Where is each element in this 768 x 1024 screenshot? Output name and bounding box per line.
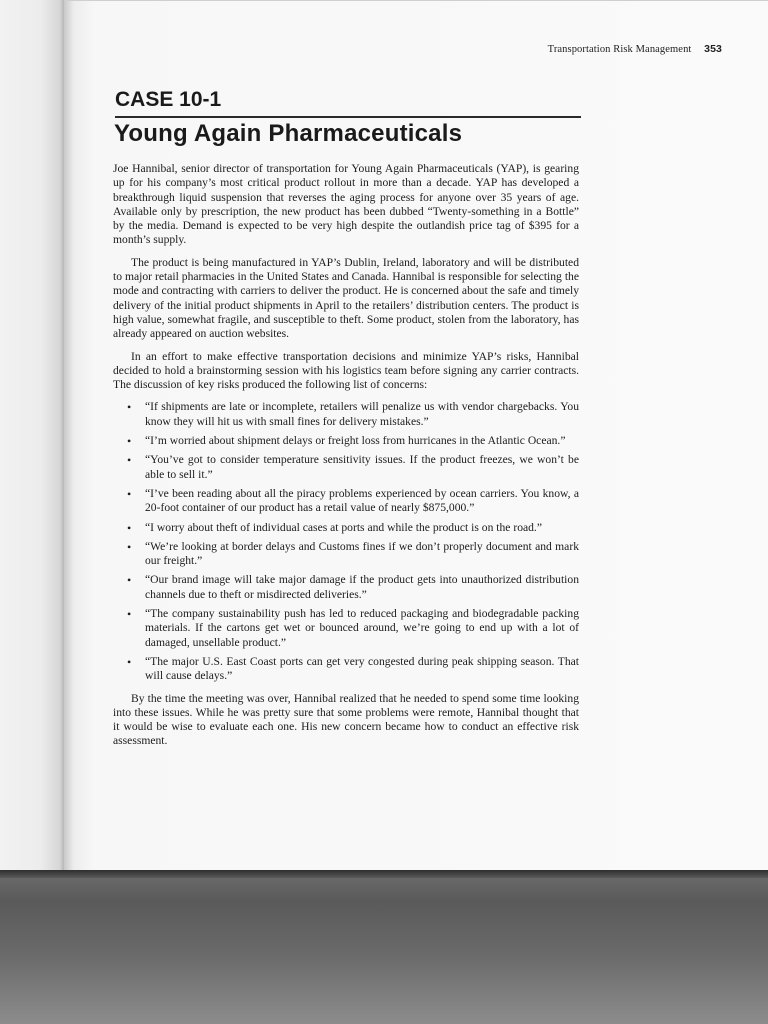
list-item: [127, 520, 579, 535]
bullet-icon: •: [127, 654, 132, 669]
concern-text: “I’m worried about shipment delays or freight loss from hurricanes in the Atlantic Ocean.”: [145, 434, 566, 448]
paragraph-manufacturing: The product is being manufactured in YAP’s Dublin, Ireland, laboratory and will be distributed to major retail pharmacies in the United States and Canada. Hannibal is responsible for selecting the mode and contracting with carriers to deliver the product. He is concerned about the safe and timely delivery of the initial product shipments in April to the retailers’ distribution centers. The product is high value, somewhat fragile, and susceptible to theft. Some product, stolen from the laboratory, has already appeared on auction websites.: [113, 255, 579, 341]
list-item: [127, 453, 579, 482]
concern-text: “I worry about theft of individual cases at ports and while the product is on the road.”: [145, 520, 542, 534]
list-item: [127, 400, 579, 429]
concern-text: “I’ve been reading about all the piracy problems experienced by ocean carriers. You know, a 20-foot container of our product has a retail value of nearly $875,000.”: [145, 486, 579, 515]
concern-text: “You’ve got to consider temperature sensitivity issues. If the product freezes, we won’t be able to sell it.”: [145, 453, 579, 481]
running-head: [548, 43, 722, 55]
paragraph-conclusion: By the time the meeting was over, Hannibal realized that he needed to spend some time looking into these issues. While he was pretty sure that some problems were remote, Hannibal thought that it would be wise to evaluate each one. His new concern became how to conduct an effective risk assessment.: [113, 691, 579, 748]
case-body: [113, 162, 579, 757]
paragraph-brainstorm: In an effort to make effective transportation decisions and minimize YAP’s risks, Hannibal decided to hold a brainstorming session with his logistics team before signing any carrier contracts. The discussion of key risks produced the following list of concerns:: [113, 349, 579, 392]
list-item: [127, 573, 579, 602]
running-title: Transportation Risk Management: [547, 44, 692, 55]
bullet-icon: •: [127, 539, 132, 554]
list-item: [127, 607, 579, 650]
scan-left-margin: [0, 0, 68, 875]
list-item: [127, 539, 579, 569]
concern-text: “The major U.S. East Coast ports can get very congested during peak shipping season. That will cause delays.”: [145, 654, 579, 683]
concern-text: “If shipments are late or incomplete, retailers will penalize us with vendor chargebacks. You know they will hit us with small fines for delivery mistakes.”: [145, 400, 579, 428]
title-rule: [115, 116, 581, 118]
concern-text: “Our brand image will take major damage if the product gets into unauthorized distribution channels due to theft or misdirected deliveries.”: [145, 573, 579, 601]
list-item: [127, 434, 579, 449]
bullet-icon: •: [127, 453, 132, 468]
bullet-icon: •: [127, 573, 132, 588]
paragraph-intro: Joe Hannibal, senior director of transportation for Young Again Pharmaceuticals (YAP), is gearing up for his company’s most critical product rollout in more than a decade. YAP has developed a breakthrough liquid suspension that reverses the aging process for anyone over 35 years of age. Available only by prescription, the new product has been dubbed “Twenty-something in a Bottle” by the media. Demand is expected to be very high despite the outlandish price tag of $395 for a month’s supply.: [113, 162, 579, 247]
case-title: Young Again Pharmaceuticals: [114, 120, 463, 147]
page-number: 353: [704, 43, 722, 55]
scanner-shadow: [0, 870, 768, 1024]
bullet-icon: •: [127, 486, 132, 501]
concerns-list: [113, 400, 579, 683]
case-label: CASE 10-1: [115, 88, 222, 111]
concern-text: “The company sustainability push has led to reduced packaging and biodegradable packing materials. If the cartons get wet or bounced around, we’re going to end up with a lot of damaged, unsellable product.”: [145, 607, 579, 649]
concern-text: “We’re looking at border delays and Customs fines if we don’t properly document and mark our freight.”: [145, 539, 579, 568]
list-item: [127, 654, 579, 684]
bullet-icon: •: [127, 520, 132, 535]
bullet-icon: •: [127, 434, 132, 449]
bullet-icon: •: [127, 400, 132, 415]
list-item: [127, 486, 579, 516]
bullet-icon: •: [127, 607, 132, 622]
